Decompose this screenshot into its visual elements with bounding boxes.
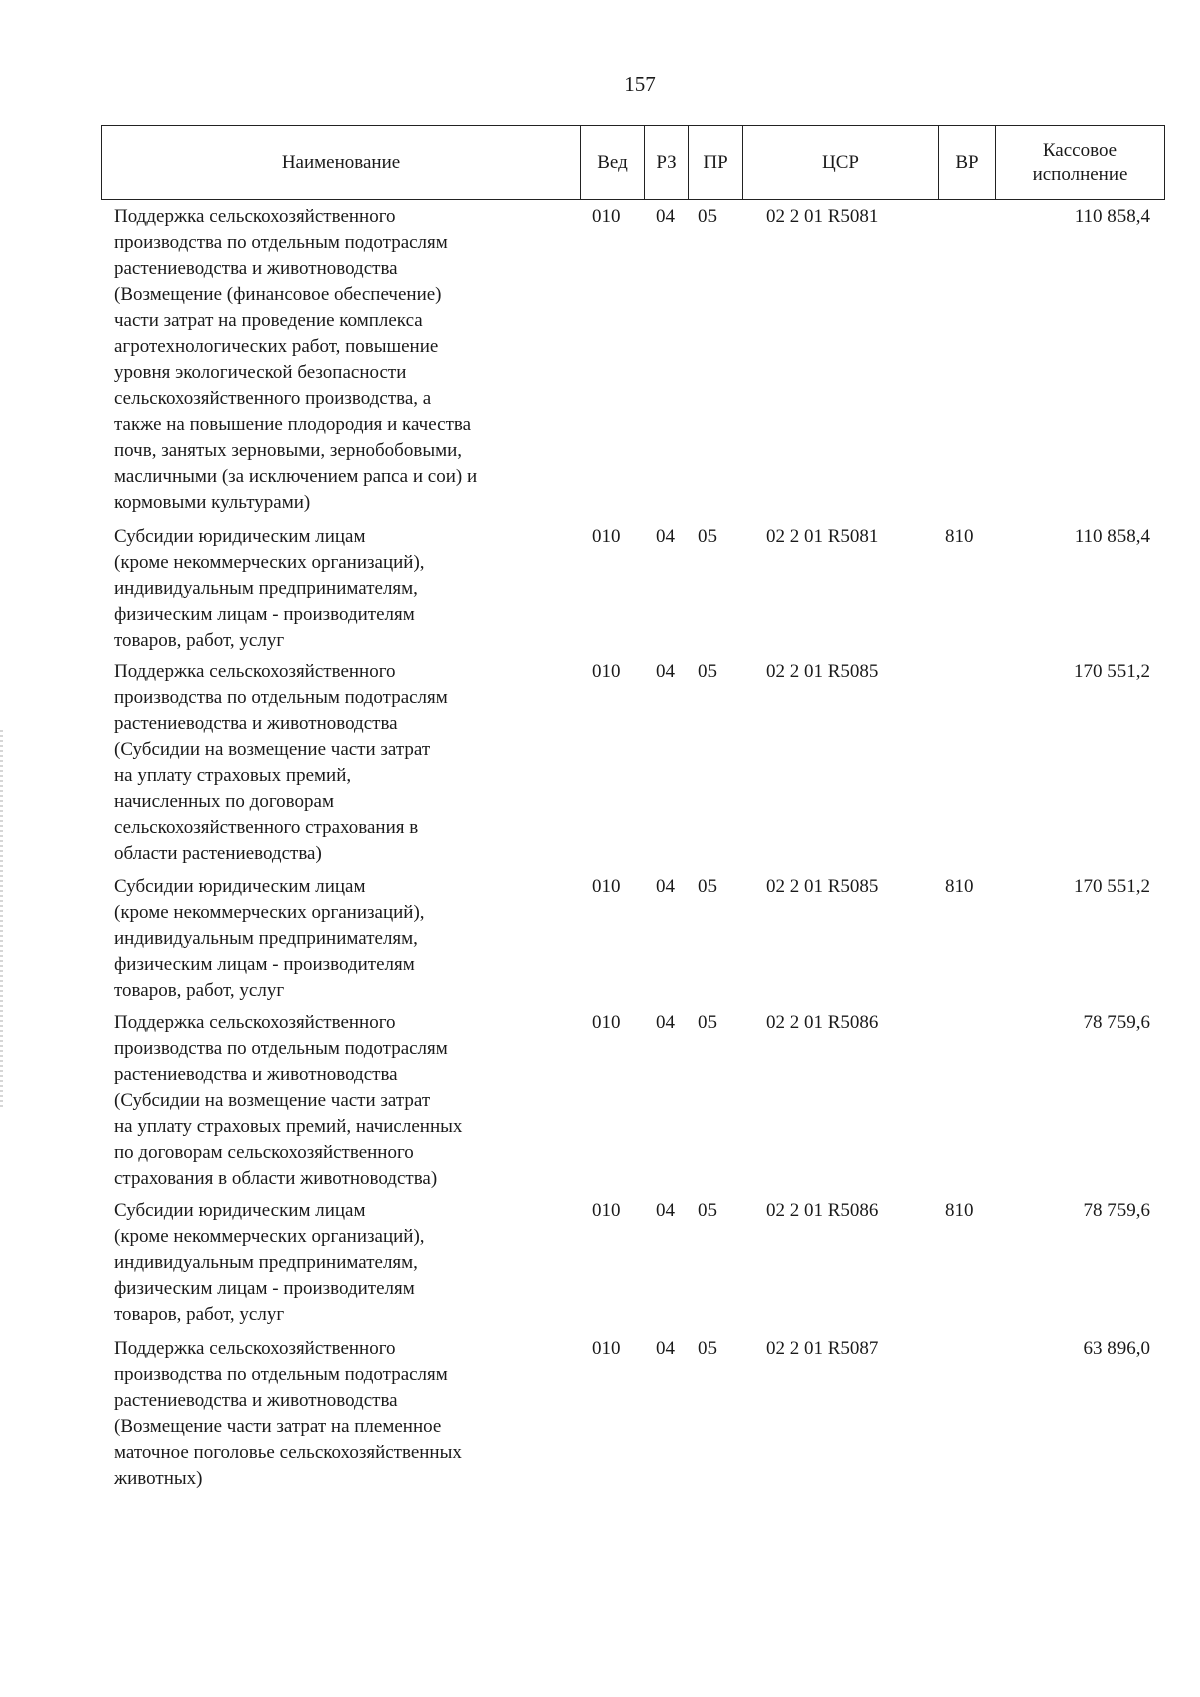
header-csr: ЦСР [742,126,938,199]
header-ved: Вед [580,126,644,199]
row-rz: 04 [656,1200,675,1221]
row-ved: 010 [592,1338,621,1359]
row-rz: 04 [656,1338,675,1359]
row-csr: 02 2 01 R5087 [766,1338,879,1359]
row-name: Поддержка сельскохозяйственного производства по отдельным подотраслям растениеводства и животноводства (Субсидии на возмещение части затрат на уплату страховых премий, начисленных по договорам сельскохозяйственного страхования в области растениеводства) [114,661,448,864]
row-amount: 110 858,4 [1074,526,1150,547]
row-csr: 02 2 01 R5081 [766,526,879,547]
row-rz: 04 [656,206,675,227]
row-ved: 010 [592,1200,621,1221]
row-csr: 02 2 01 R5086 [766,1200,879,1221]
row-name: Субсидии юридическим лицам (кроме некоммерческих организаций), индивидуальным предпринимателям, физическим лицам - производителям товаров, работ, услуг [114,1200,425,1325]
scan-edge-artifact [0,730,3,1110]
row-pr: 05 [698,206,717,227]
row-vr: 810 [945,876,974,897]
row-name: Субсидии юридическим лицам (кроме некоммерческих организаций), индивидуальным предпринимателям, физическим лицам - производителям товаров, работ, услуг [114,876,425,1001]
row-ved: 010 [592,876,621,897]
header-amount: Кассовое исполнение [995,126,1164,199]
row-name: Поддержка сельскохозяйственного производства по отдельным подотраслям растениеводства и животноводства (Возмещение (финансовое обеспечение) части затрат на проведение комплекса агротехнологических работ, повышение уровня экологической безопасности сельскохозяйственного производства, а также на повышение плодородия и качества почв, занятых зерновыми, зернобобовыми, масличными (за исключением рапса и сои) и кормовыми культурами) [114,206,478,513]
row-pr: 05 [698,876,717,897]
row-pr: 05 [698,661,717,682]
row-amount: 170 551,2 [1074,661,1150,682]
row-csr: 02 2 01 R5085 [766,876,879,897]
header-pr: ПР [688,126,742,199]
row-vr: 810 [945,1200,974,1221]
row-ved: 010 [592,661,621,682]
row-name: Поддержка сельскохозяйственного производства по отдельным подотраслям растениеводства и животноводства (Субсидии на возмещение части затрат на уплату страховых премий, начисленных по договорам сельскохозяйственного страхования в области животноводства) [114,1012,463,1189]
row-name: Поддержка сельскохозяйственного производства по отдельным подотраслям растениеводства и животноводства (Возмещение части затрат на племенное маточное поголовье сельскохозяйственных животных) [114,1338,462,1489]
row-rz: 04 [656,876,675,897]
page-number: 157 [624,72,656,96]
row-rz: 04 [656,1012,675,1033]
header-vr: ВР [938,126,995,199]
row-pr: 05 [698,526,717,547]
header-name: Наименование [281,151,401,173]
row-name: Субсидии юридическим лицам (кроме некоммерческих организаций), индивидуальным предпринимателям, физическим лицам - производителям товаров, работ, услуг [114,526,425,651]
row-pr: 05 [698,1012,717,1033]
row-ved: 010 [592,206,621,227]
row-vr: 810 [945,526,974,547]
row-amount: 63 896,0 [1083,1338,1150,1359]
row-rz: 04 [656,526,675,547]
row-ved: 010 [592,1012,621,1033]
row-csr: 02 2 01 R5081 [766,206,879,227]
row-amount: 170 551,2 [1074,876,1150,897]
row-rz: 04 [656,661,675,682]
header-rz: РЗ [644,126,688,199]
row-pr: 05 [698,1200,717,1221]
table-header [101,125,1165,200]
row-amount: 78 759,6 [1083,1012,1150,1033]
row-amount: 78 759,6 [1083,1200,1150,1221]
row-ved: 010 [592,526,621,547]
row-csr: 02 2 01 R5085 [766,661,879,682]
row-amount: 110 858,4 [1074,206,1150,227]
row-csr: 02 2 01 R5086 [766,1012,879,1033]
row-pr: 05 [698,1338,717,1359]
